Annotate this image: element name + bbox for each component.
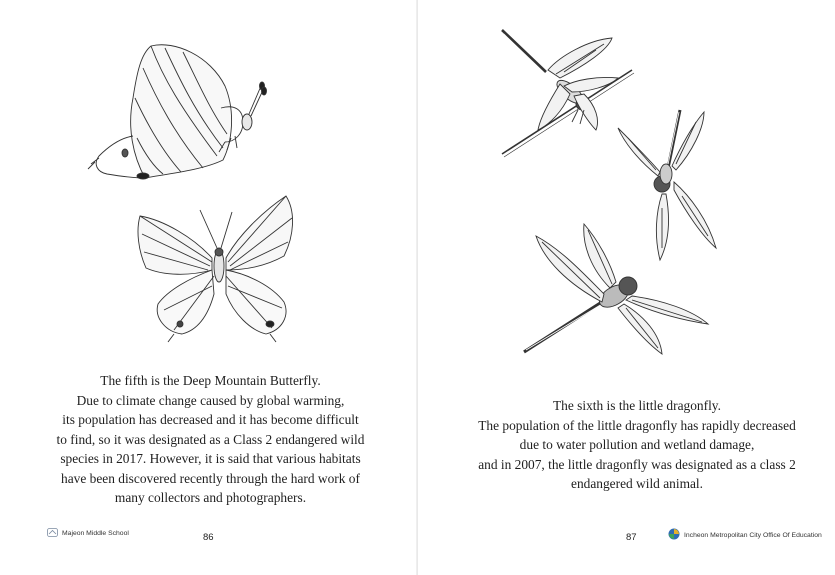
butterfly-side-view-icon bbox=[85, 38, 275, 188]
butterfly-top-view-icon bbox=[134, 190, 304, 350]
text-line: many collectors and photographers. bbox=[114, 490, 307, 505]
text-line: and in 2007, the little dragonfly was designated as a class 2 bbox=[478, 456, 796, 472]
education-office-footer bbox=[668, 528, 822, 542]
text-line: The fifth is the Deep Mountain Butterfly. bbox=[100, 373, 321, 388]
school-logo-icon bbox=[47, 528, 58, 539]
text-line: have been discovered recently through the hard work of bbox=[61, 470, 360, 486]
school-footer bbox=[47, 528, 129, 539]
text-line: Due to climate change caused by global warming, bbox=[76, 392, 345, 408]
office-logo-icon bbox=[668, 528, 680, 542]
text-line: endangered wild animal. bbox=[571, 476, 703, 491]
text-line: its population has decreased and it has become difficult bbox=[62, 412, 359, 427]
dragonfly-top-view-icon bbox=[522, 220, 712, 365]
text-line: species in 2017. However, it is said that various habitats bbox=[60, 451, 361, 466]
text-line: The population of the little dragonfly has rapidly decreased bbox=[478, 417, 796, 433]
butterfly-description bbox=[18, 371, 403, 508]
page-number: 86 bbox=[203, 532, 214, 543]
page-number: 87 bbox=[626, 532, 637, 543]
text-line: due to water pollution and wetland damage, bbox=[519, 437, 755, 452]
school-name: Majeon Middle School bbox=[62, 530, 129, 537]
dragonfly-description bbox=[438, 396, 835, 494]
text-line: The sixth is the little dragonfly. bbox=[553, 398, 721, 413]
left-page bbox=[0, 0, 417, 575]
text-line: to find, so it was designated as a Class 2 endangered wild bbox=[56, 431, 365, 447]
office-name: Incheon Metropolitan City Office Of Education bbox=[684, 531, 822, 539]
right-page bbox=[418, 0, 835, 575]
